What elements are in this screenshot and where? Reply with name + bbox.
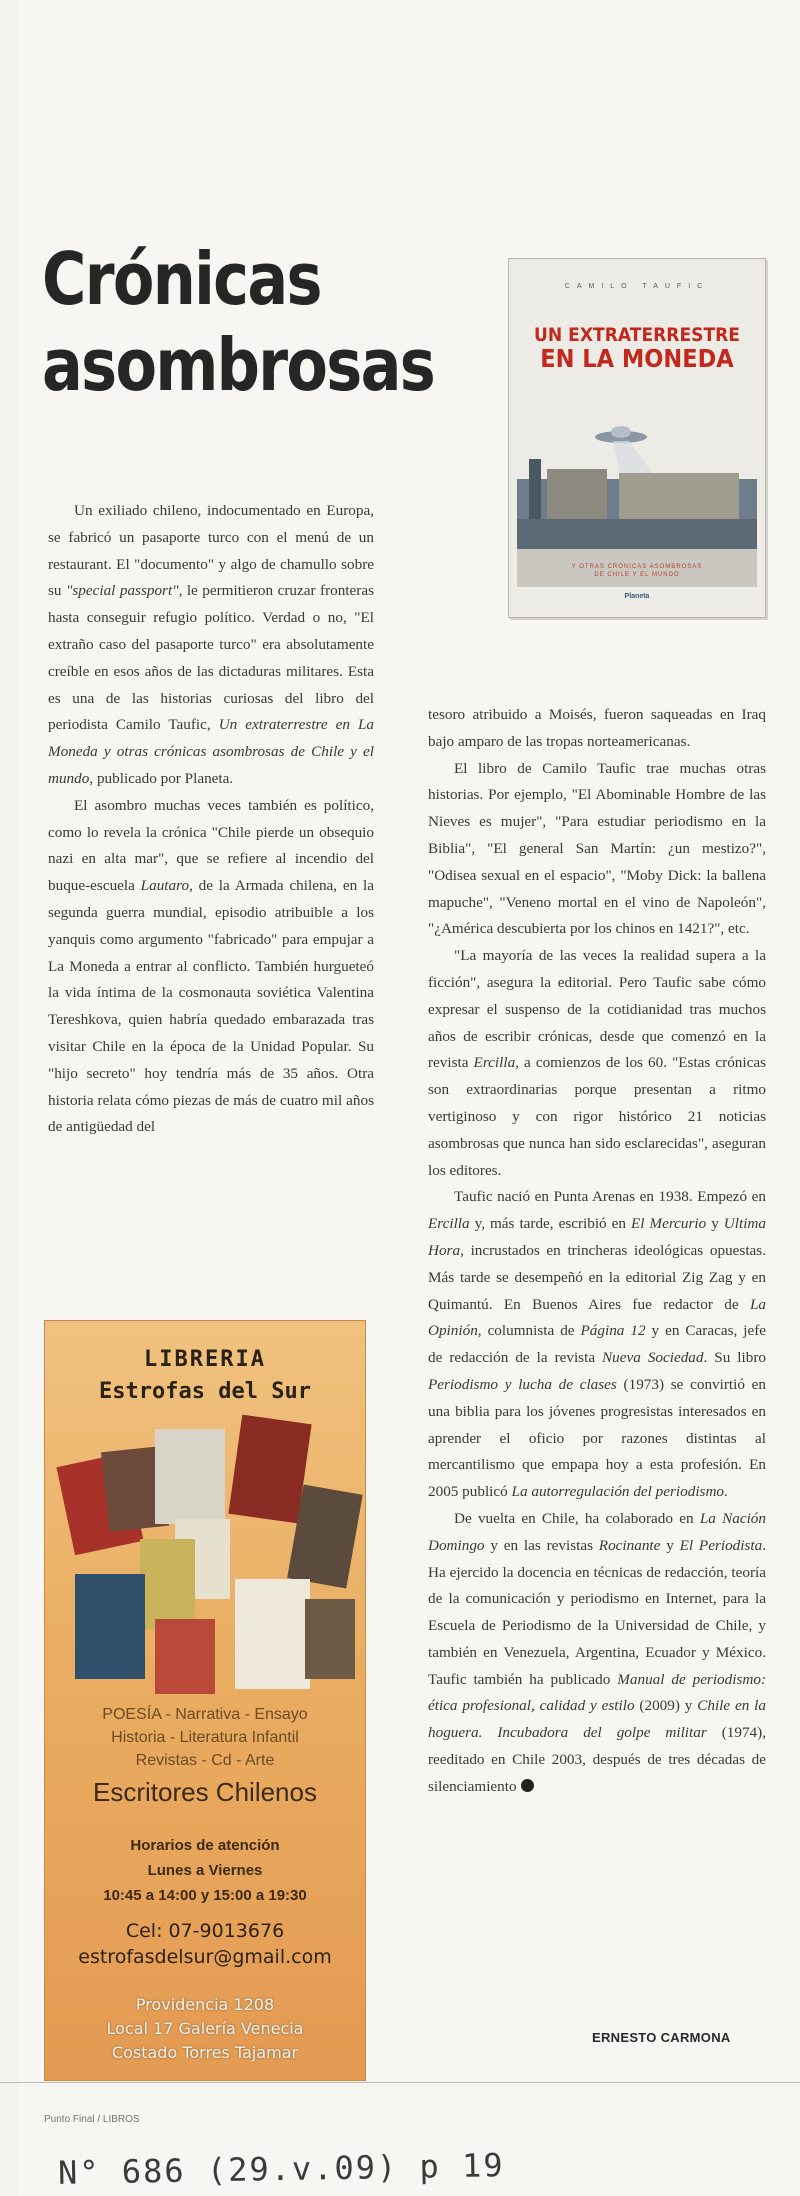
ad-address: Providencia 1208 Local 17 Galería Venecia Costado Torres Tajamar bbox=[106, 1995, 304, 2062]
author-byline: ERNESTO CARMONA bbox=[592, 2030, 731, 2045]
title-line-1: Crónicas bbox=[42, 237, 321, 321]
paragraph: Un exiliado chileno, indocumentado en Europa, se fabricó un pasaporte turco con el menú de un restaurant. El "documento" y algo de chamullo sobre su "special passport", le permitieron cruzar fronteras hasta conseguir refugio político. Verdad o no, "El extraño caso del pasaporte turco" era absolutamente creíble en esos años de las dictaduras militares. Esta es una de las historias curiosas del libro del periodista Camilo Taufic, Un extraterrestre en La Moneda y otras crónicas asombrosas de Chile y el mundo, publicado por Planeta. bbox=[48, 502, 374, 787]
paragraph: "La mayoría de las veces la realidad supera a la ficción", asegura la editorial. Pero Taufic sabe cómo expresar el suspenso de la cotidianidad tras muchos años de escribir crónicas, desde que comenzó en la revista Ercilla, a comienzos de los 60. "Estas crónicas son extraordinarias porque presentan a ritmo vertiginoso y con rigor histórico 21 noticias asombrosas que nunca han sido esclarecidas", aseguran los editores. bbox=[428, 947, 766, 1179]
paragraph: De vuelta en Chile, ha colaborado en La Nación Domingo y en las revistas Rocinante y El Periodista. Ha ejercido la docencia en técnicas de redacción, teoría de la comunicación y periodismo en Internet, para la Escuela de Periodismo de la Universidad de Chile, y también en Venezuela, Argentina, Ecuador y México. Taufic también ha publicado Manual de periodismo: ética profesional, calidad y estilo (2009) y Chile en la hoguera. Incubadora del golpe militar (1974), reeditado en Chile 2003, después de tres décadas de silenciamiento bbox=[428, 1509, 766, 1795]
paragraph: tesoro atribuido a Moisés, fueron saqueadas en Iraq bajo amparo de las tropas norteamericanas. bbox=[428, 706, 766, 750]
footer-rule bbox=[0, 2082, 800, 2083]
book-subtitle: Y OTRAS CRÓNICAS ASOMBROSAS DE CHILE Y EL MUNDO bbox=[571, 564, 703, 578]
ad-genres: POESÍA - Narrativa - Ensayo Historia - Literatura Infantil Revistas - Cd - Arte bbox=[102, 1706, 308, 1769]
ad-heading-name: Estrofas del Sur bbox=[99, 1379, 311, 1404]
ad-escritores-chilenos: Escritores Chilenos bbox=[93, 1777, 317, 1807]
ad-heading-libreria: LIBRERIA bbox=[144, 1347, 266, 1372]
book-title-line-1: UN EXTRATERRESTRE bbox=[534, 324, 740, 346]
ad-opening-hours: Horarios de atención Lunes a Viernes 10:45 a 14:00 y 15:00 a 19:30 bbox=[103, 1837, 307, 1904]
ad-contact bbox=[45, 1918, 365, 1970]
paragraph: Taufic nació en Punta Arenas en 1938. Empezó en Ercilla y, más tarde, escribió en El Mercurio y Ultima Hora, incrustados en trincheras ideológicas opuestas. Más tarde se desempeñó en la editorial Zig Zag y en Quimantú. En Buenos Aires fue redactor de La Opinión, columnista de Página 12 y en Caracas, jefe de redacción de la revista Nueva Sociedad. Su libro Periodismo y lucha de clases (1973) se convirtió en una biblia para los jóvenes progresistas interesados en aprender el oficio por razones distintas al mercantilismo que empapa hoy a esta profesión. En 2005 publicó La autorregulación del periodismo. bbox=[428, 1188, 767, 1501]
ad-phone: Cel: 07-9013676 bbox=[125, 1920, 285, 1942]
bookstore-advertisement bbox=[44, 1320, 366, 2081]
end-of-article-icon bbox=[521, 1779, 534, 1792]
article-column-right bbox=[428, 702, 766, 1801]
handwritten-annotation: N° 686 (29.v.09) p 19 bbox=[57, 2146, 505, 2192]
book-title-line-2: EN LA MONEDA bbox=[540, 344, 734, 373]
article-column-left bbox=[48, 498, 374, 1141]
book-author: CAMILO TAUFIC bbox=[564, 283, 710, 290]
books-collage-image bbox=[45, 1409, 366, 1709]
ad-email: estrofasdelsur@gmail.com bbox=[78, 1946, 332, 1968]
article-title bbox=[42, 236, 435, 408]
book-cover-image bbox=[508, 258, 766, 618]
title-line-2: asombrosas bbox=[42, 323, 435, 407]
page-folio: Punto Final / LIBROS bbox=[44, 2114, 140, 2125]
book-publisher-logo: Planeta bbox=[624, 593, 650, 600]
paragraph: El asombro muchas veces también es político, como lo revela la crónica "Chile pierde un obsequio nazi en alta mar", que se refiere al incendio del buque-escuela Lautaro, de la Armada chilena, en la segunda guerra mundial, episodio atribuible a los yanquis como argumento "fabricado" para empujar a La Moneda a entrar al conflicto. También hurgueteó la vida íntima de la cosmonauta soviética Valentina Tereshkova, quien habría quedado embarazada tras visitar Chile en la época de la Unidad Popular. Su "hijo secreto" hoy tendría más de 35 años. Otra historia relata cómo piezas de más de cuatro mil años de antigüedad del bbox=[48, 796, 374, 1136]
paragraph: El libro de Camilo Taufic trae muchas otras historias. Por ejemplo, "El Abominable Hombre de las Nieves es mujer", "Para estudiar periodismo en la Biblia", "El general San Martín: ¿un mestizo?", "Odisea sexual en el espacio", "Moby Dick: la ballena mapuche", "Veneno mortal en el vino de Napoleón", "¿América descubierta por los chinos en 1421?", etc. bbox=[428, 759, 766, 938]
